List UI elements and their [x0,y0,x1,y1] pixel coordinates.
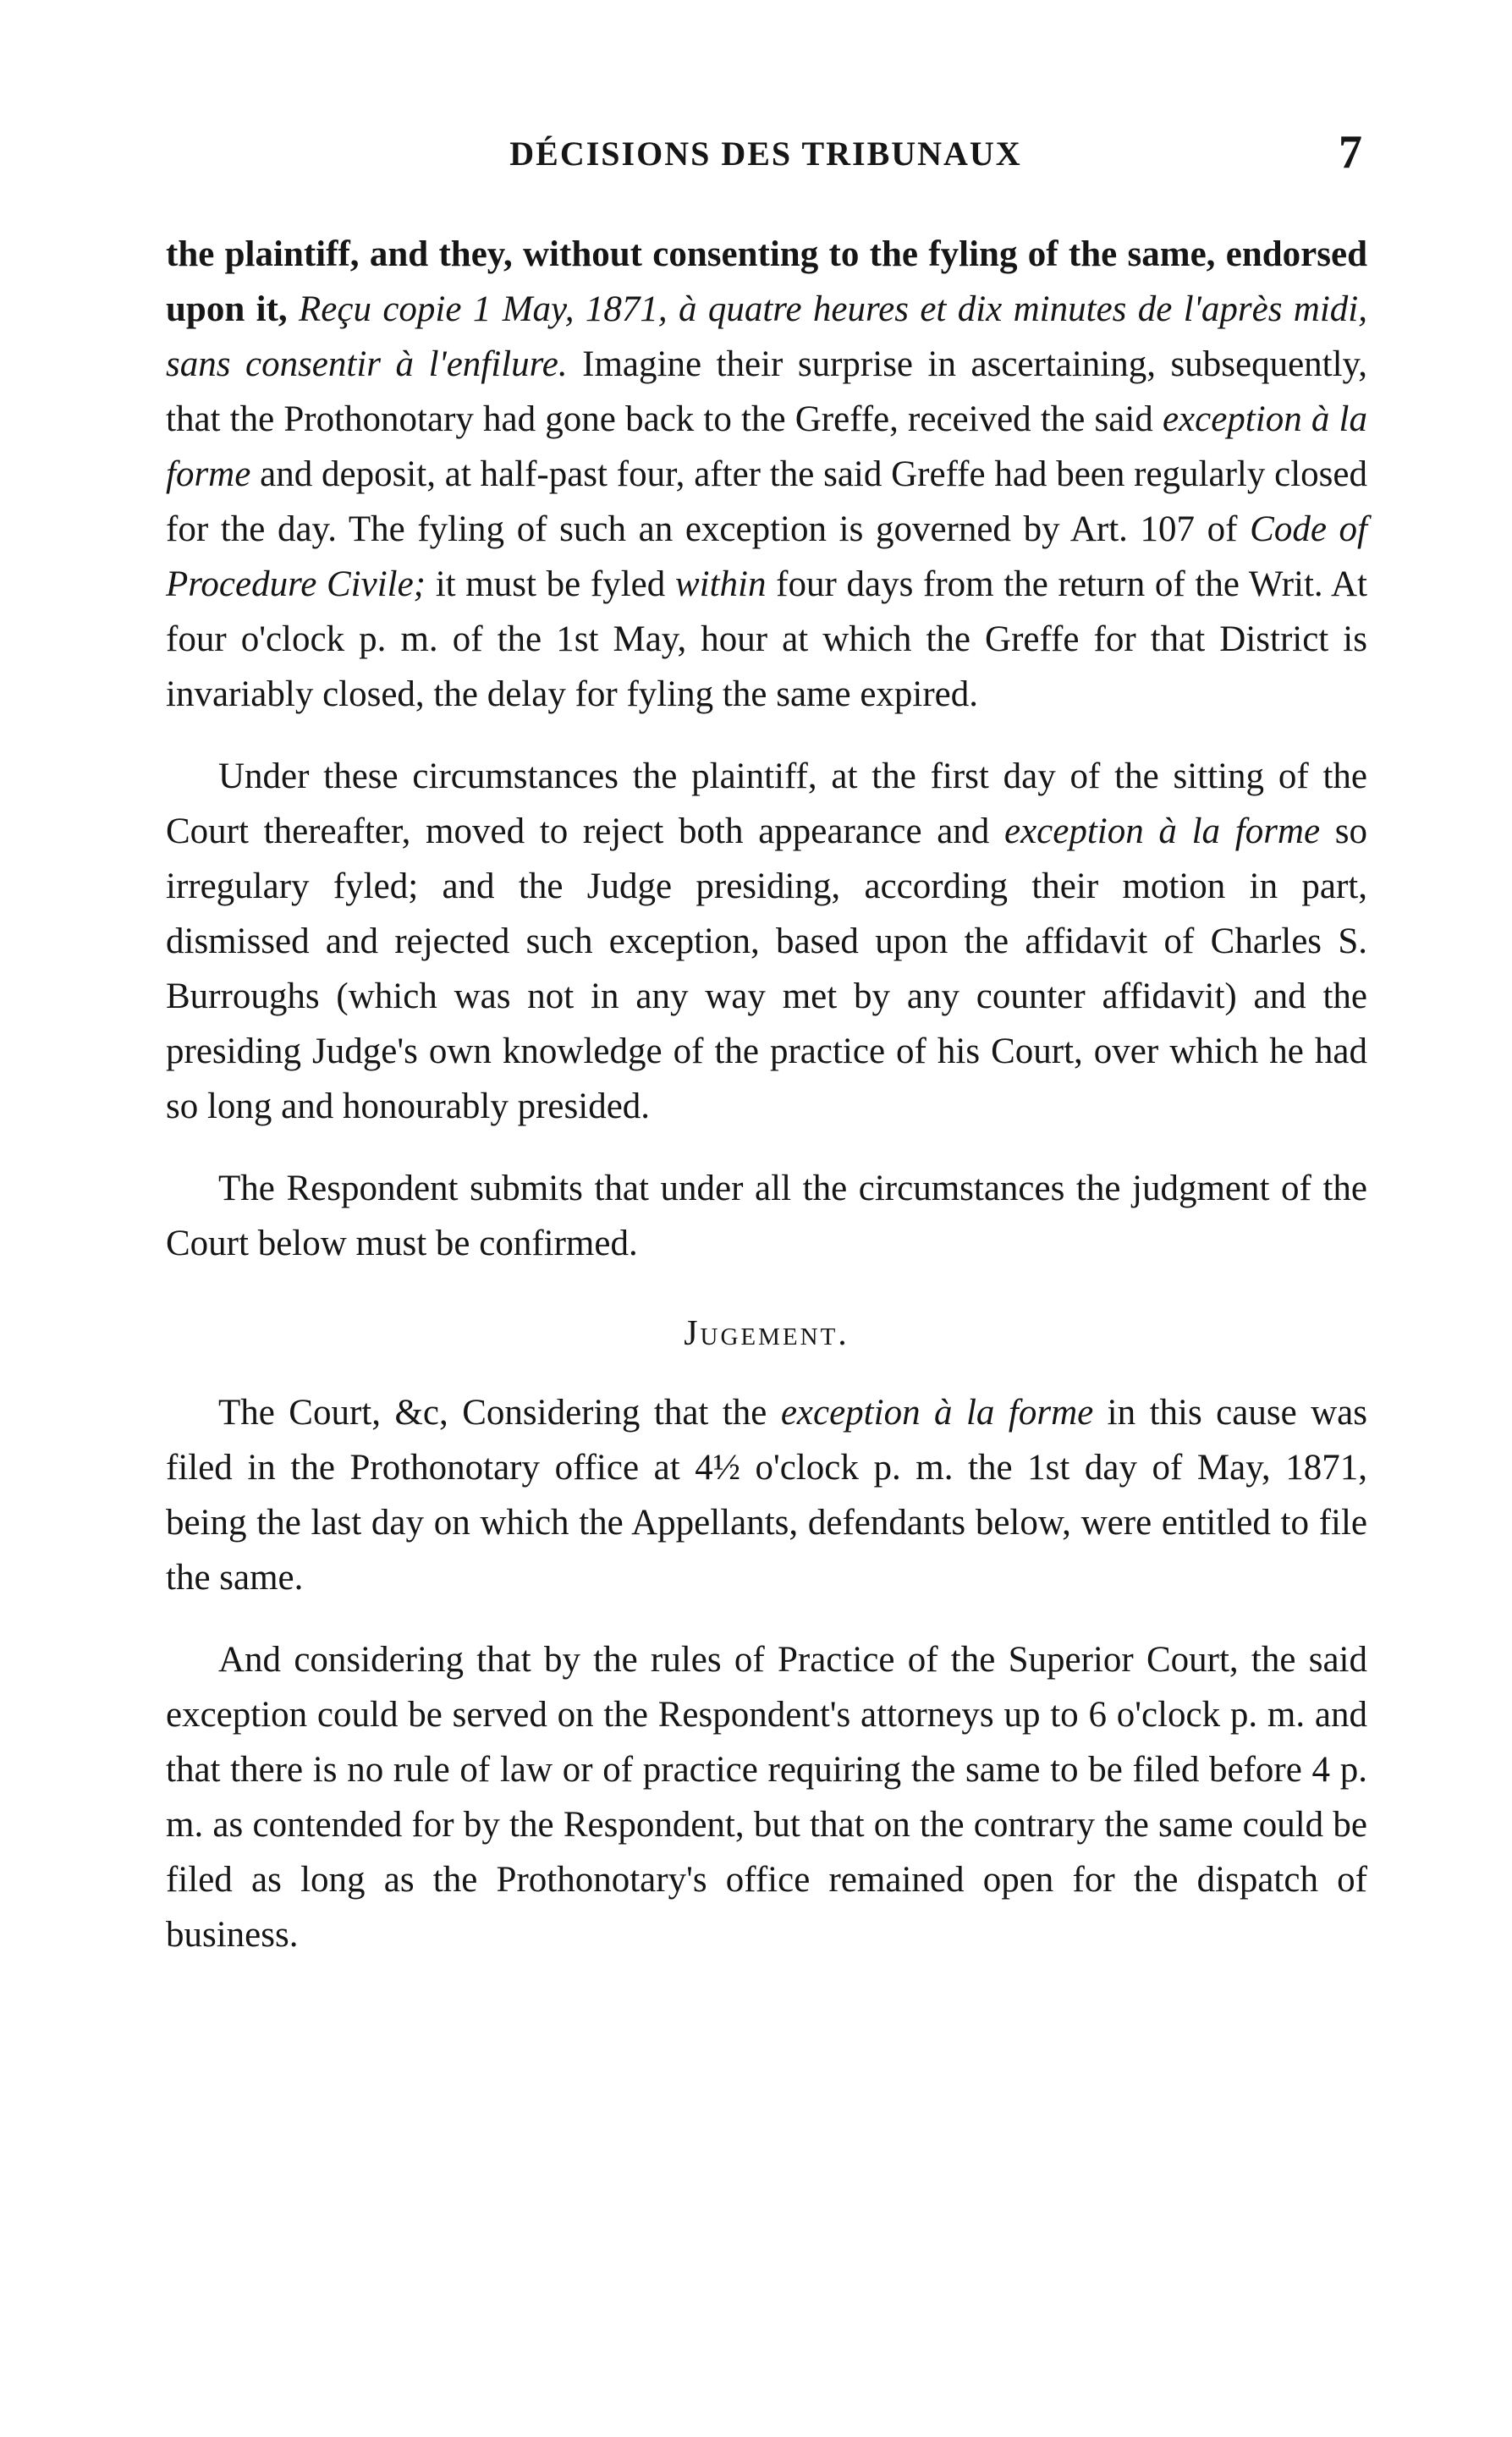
text-run: it must be fyled [426,564,675,604]
text-run: The Court, &c, Considering that the [218,1393,781,1433]
text-run: The Respondent submits that under all the circumstances the judgment of the Court below must be confirmed. [166,1169,1367,1263]
judgement-heading: Jugement. [684,1314,849,1353]
running-title: DÉCISIONS DES TRIBUNAUX [509,135,1022,173]
text-run: in this cause was filed in the Prothonotary office at 4½ o'clock p. m. the 1st day of May, 1871, being the last day on which the Appellants, defendants below, were entitled to file the same. [166,1393,1367,1598]
text-run: the plaintiff, and they, without consenting to the fyling of the same, endorsed upon it, [166,234,1367,329]
text-run: Under these circumstances the plaintiff, at the first day of the sitting of the Court thereafter, moved to reject both appearance and [166,756,1367,851]
text-run: exception à la forme [1004,811,1321,851]
paragraph-continuation [166,227,1367,722]
text-run: exception à la forme [780,1393,1094,1433]
body-text [166,227,1367,1989]
text-run: so irregulary fyled; and the Judge presiding, according their motion in part, dismissed and rejected such exception, based upon the affidavit of Charles S. Burroughs (which was not in any way met by any counter affidavit) and the presiding Judge's own knowledge of the practice of his Court, over which he had so long and honourably presided. [166,811,1368,1126]
text-run: Reçu copie 1 May, 1871, à quatre heures et dix minutes de l'après midi, sans consentir à l'enfilure. [166,289,1367,384]
paragraph-circumstances [166,749,1367,1134]
paragraph-judgement-rules [166,1632,1367,1962]
text-run: exception à la forme [166,399,1367,494]
running-head [169,125,1362,184]
text-run: Imagine their surprise in ascertaining, subsequently, that the Prothonotary had gone back to the Greffe, received the said [166,344,1368,439]
paragraph-respondent-submission [166,1161,1367,1271]
text-run: And considering that by the rules of Practice of the Superior Court, the said exception could be served on the Respondent's attorneys up to 6 o'clock p. m. and that there is no rule of law or of practice requiring the same to be filed before 4 p. m. as contended for by the Respondent, but that on the contrary the same could be filed as long as the Prothonotary's office remained open for the dispatch of business. [166,1640,1367,1955]
text-run: within [674,564,767,604]
text-run: four days from the return of the Writ. At four o'clock p. m. of the 1st May, hour at which the Greffe for that District is invariably closed, the delay for fyling the same expired. [166,564,1368,714]
paragraph-judgement-considering [166,1385,1367,1605]
text-run: and deposit, at half-past four, after the said Greffe had been regularly closed for the day. The fyling of such an exception is governed by Art. 107 of [166,454,1367,549]
page-number: 7 [1339,126,1362,179]
text-run: Code of Procedure Civile; [166,509,1368,604]
